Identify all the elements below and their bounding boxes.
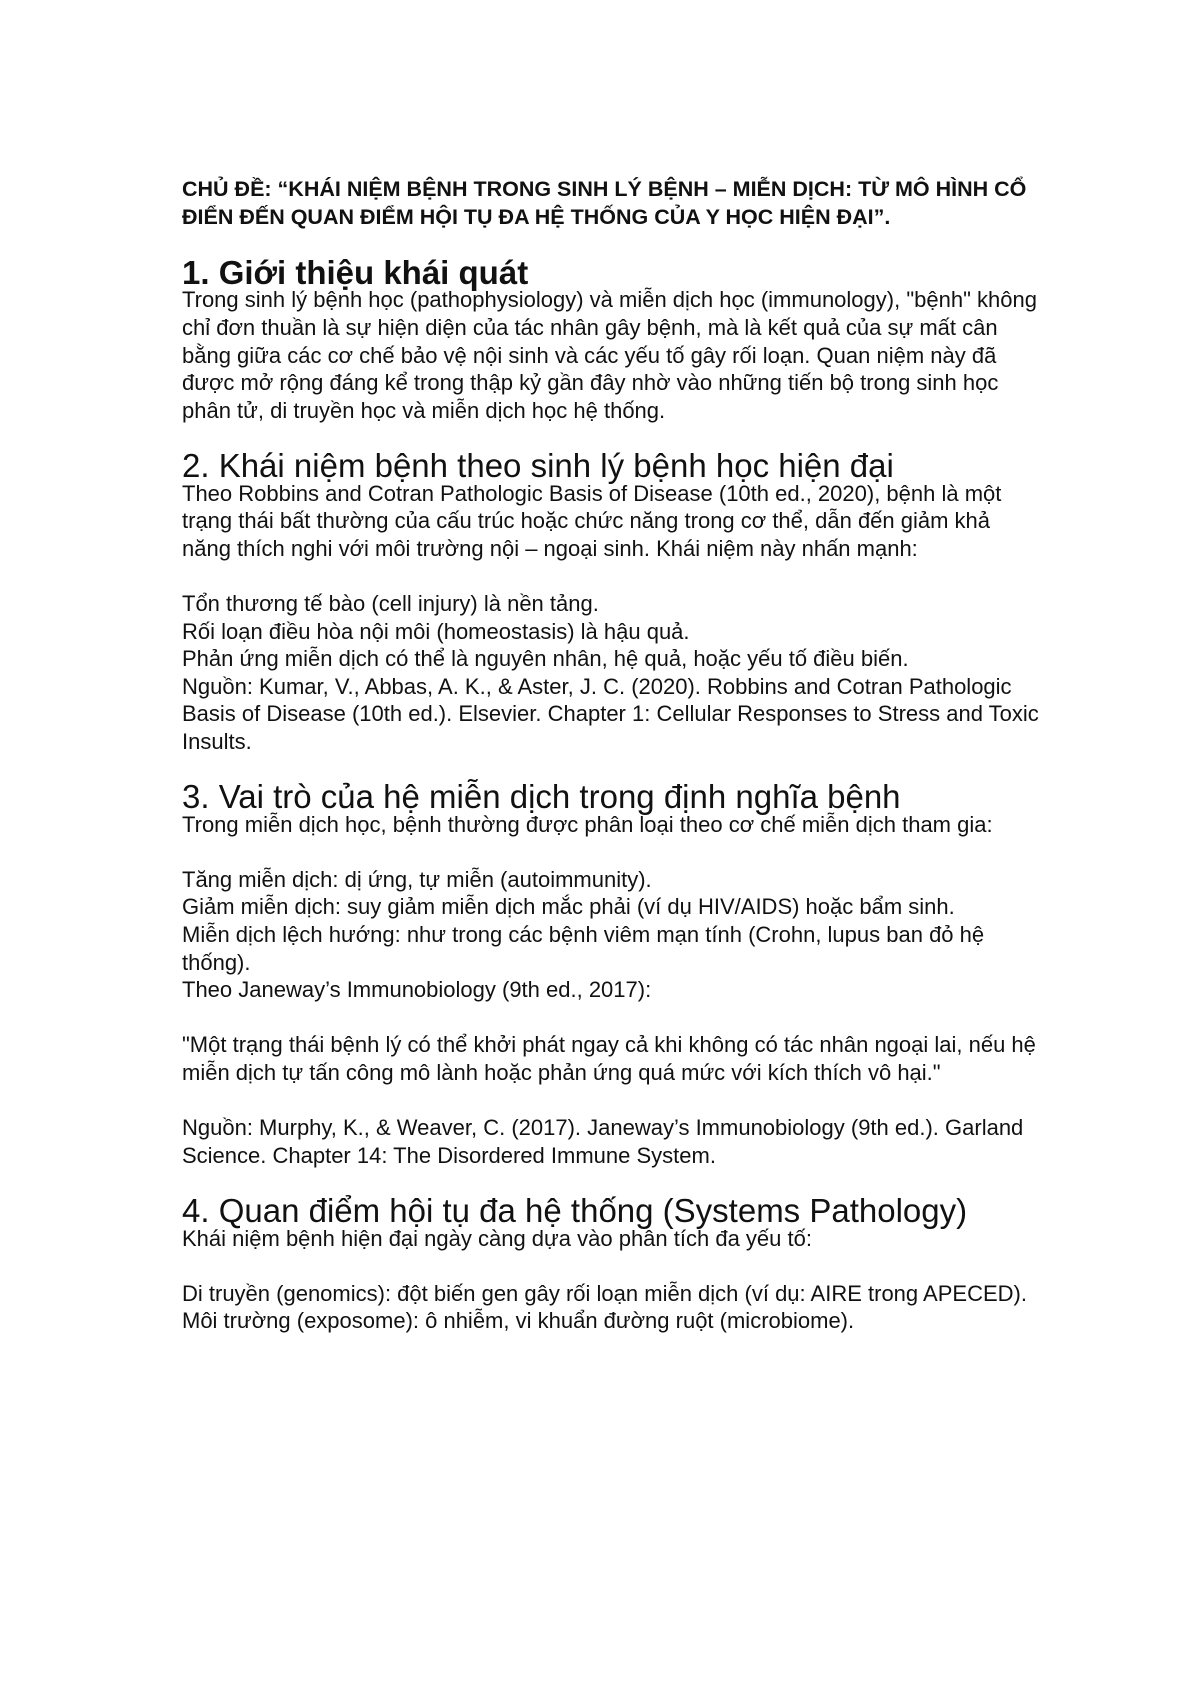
section-3-quote: "Một trạng thái bệnh lý có thể khởi phát ngay cả khi không có tác nhân ngoại lai, nếu hệ miễn dịch tự tấn công mô lành hoặc phản ứng quá mức với kích thích vô hại." — [182, 1032, 1036, 1085]
spacer — [182, 562, 1042, 590]
document-title: CHỦ ĐỀ: “KHÁI NIỆM BỆNH TRONG SINH LÝ BỆNH – MIỄN DỊCH: TỪ MÔ HÌNH CỔ ĐIỂN ĐẾN QUAN ĐIỂM HỘI TỤ ĐA HỆ THỐNG CỦA Y HỌC HIỆN ĐẠI”. — [182, 177, 1027, 229]
section-3-body: Trong miễn dịch học, bệnh thường được phân loại theo cơ chế miễn dịch tham gia: — [182, 811, 993, 837]
section-2-source: Nguồn: Kumar, V., Abbas, A. K., & Aster, J. C. (2020). Robbins and Cotran Pathologic Basis of Disease (10th ed.). Elsevier. Chapter 1: Cellular Responses to Stress and Toxic Insults. — [182, 673, 1039, 754]
section-3-point: Giảm miễn dịch: suy giảm miễn dịch mắc phải (ví dụ HIV/AIDS) hoặc bẩm sinh. — [182, 894, 955, 920]
section-2-point: Phản ứng miễn dịch có thể là nguyên nhân, hệ quả, hoặc yếu tố điều biến. — [182, 646, 909, 672]
section-4-point: Môi trường (exposome): ô nhiễm, vi khuẩn đường ruột (microbiome). — [182, 1308, 855, 1334]
section-2-body: Theo Robbins and Cotran Pathologic Basis of Disease (10th ed., 2020), bệnh là một trạng thái bất thường của cấu trúc hoặc chức năng trong cơ thể, dẫn đến giảm khả năng thích nghi với môi trường nội – ngoại sinh. Khái niệm này nhấn mạnh: — [182, 480, 1002, 561]
section-2-point: Tổn thương tế bào (cell injury) là nền tảng. — [182, 590, 599, 616]
section-1-heading: 1. Giới thiệu khái quát — [182, 253, 529, 291]
document-page — [182, 176, 1042, 1335]
section-4-point: Di truyền (genomics): đột biến gen gây rối loạn miễn dịch (ví dụ: AIRE trong APECED). — [182, 1280, 1027, 1306]
section-3-source: Nguồn: Murphy, K., & Weaver, C. (2017). Janeway’s Immunobiology (9th ed.). Garland Science. Chapter 14: The Disordered Immune System. — [182, 1115, 1024, 1168]
section-2-heading: 2. Khái niệm bệnh theo sinh lý bệnh học hiện đại — [182, 446, 894, 484]
section-4-body: Khái niệm bệnh hiện đại ngày càng dựa vào phân tích đa yếu tố: — [182, 1225, 812, 1251]
spacer — [182, 838, 1042, 866]
section-2-point: Rối loạn điều hòa nội môi (homeostasis) là hậu quả. — [182, 618, 690, 644]
section-3-heading: 3. Vai trò của hệ miễn dịch trong định nghĩa bệnh — [182, 778, 901, 816]
section-3-point: Miễn dịch lệch hướng: như trong các bệnh viêm mạn tính (Crohn, lupus ban đỏ hệ thống). — [182, 922, 985, 975]
section-1-body: Trong sinh lý bệnh học (pathophysiology) và miễn dịch học (immunology), "bệnh" không chỉ đơn thuần là sự hiện diện của tác nhân gây bệnh, mà là kết quả của sự mất cân bằng giữa các cơ chế bảo vệ nội sinh và các yếu tố gây rối loạn. Quan niệm này đã được mở rộng đáng kể trong thập kỷ gần đây nhờ vào những tiến bộ trong sinh học phân tử, di truyền học và miễn dịch học hệ thống. — [182, 287, 1037, 423]
section-3-point: Tăng miễn dịch: dị ứng, tự miễn (autoimmunity). — [182, 866, 652, 892]
section-4-heading: 4. Quan điểm hội tụ đa hệ thống (Systems Pathology) — [182, 1191, 968, 1229]
spacer — [182, 1252, 1042, 1280]
spacer — [182, 1004, 1042, 1032]
section-3-point: Theo Janeway’s Immunobiology (9th ed., 2017): — [182, 977, 652, 1003]
spacer — [182, 1087, 1042, 1115]
